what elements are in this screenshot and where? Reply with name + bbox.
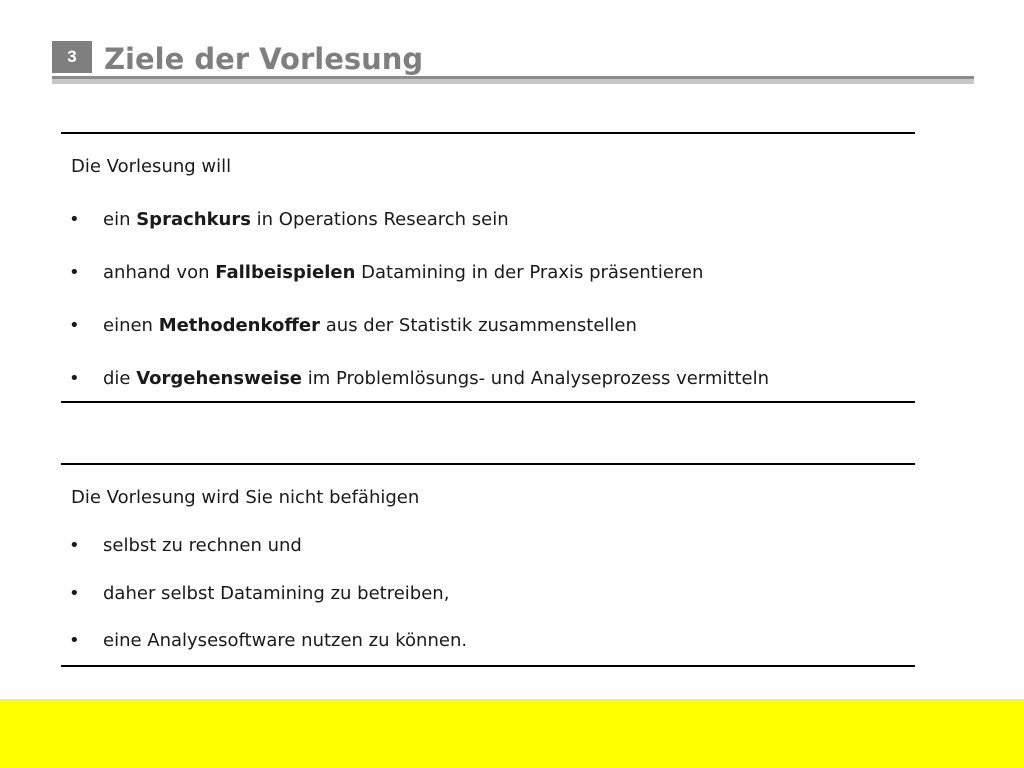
list-item-text: ein Sprachkurs in Operations Research sein — [103, 209, 509, 230]
title-underline-bar — [52, 76, 974, 84]
list-item-text: eine Analysesoftware nutzen zu können. — [103, 630, 468, 651]
bullet: • — [69, 583, 80, 604]
bullet: • — [69, 262, 80, 283]
list-item-text: anhand von Fallbeispielen Datamining in der Praxis präsentieren — [103, 262, 704, 283]
bullet: • — [69, 209, 80, 230]
footer-band — [0, 699, 1024, 768]
list-item-text: die Vorgehensweise im Problemlösungs- und Analyseprozess vermitteln — [103, 368, 770, 389]
list-item-text: selbst zu rechnen und — [103, 535, 302, 556]
goals-intro: Die Vorlesung will — [71, 156, 232, 177]
bullet: • — [69, 535, 80, 556]
limits-intro: Die Vorlesung wird Sie nicht befähigen — [71, 487, 420, 508]
bullet: • — [69, 315, 80, 336]
list-item-text: einen Methodenkoffer aus der Statistik zusammenstellen — [103, 315, 637, 336]
slide-number-badge — [52, 41, 92, 73]
limits-box — [61, 463, 915, 667]
page-title: Ziele der Vorlesung — [104, 42, 424, 76]
list-item-text: daher selbst Datamining zu betreiben, — [103, 583, 450, 604]
bullet: • — [69, 368, 80, 389]
bullet: • — [69, 630, 80, 651]
slide-number: 3 — [67, 47, 77, 66]
goals-box — [61, 132, 915, 403]
